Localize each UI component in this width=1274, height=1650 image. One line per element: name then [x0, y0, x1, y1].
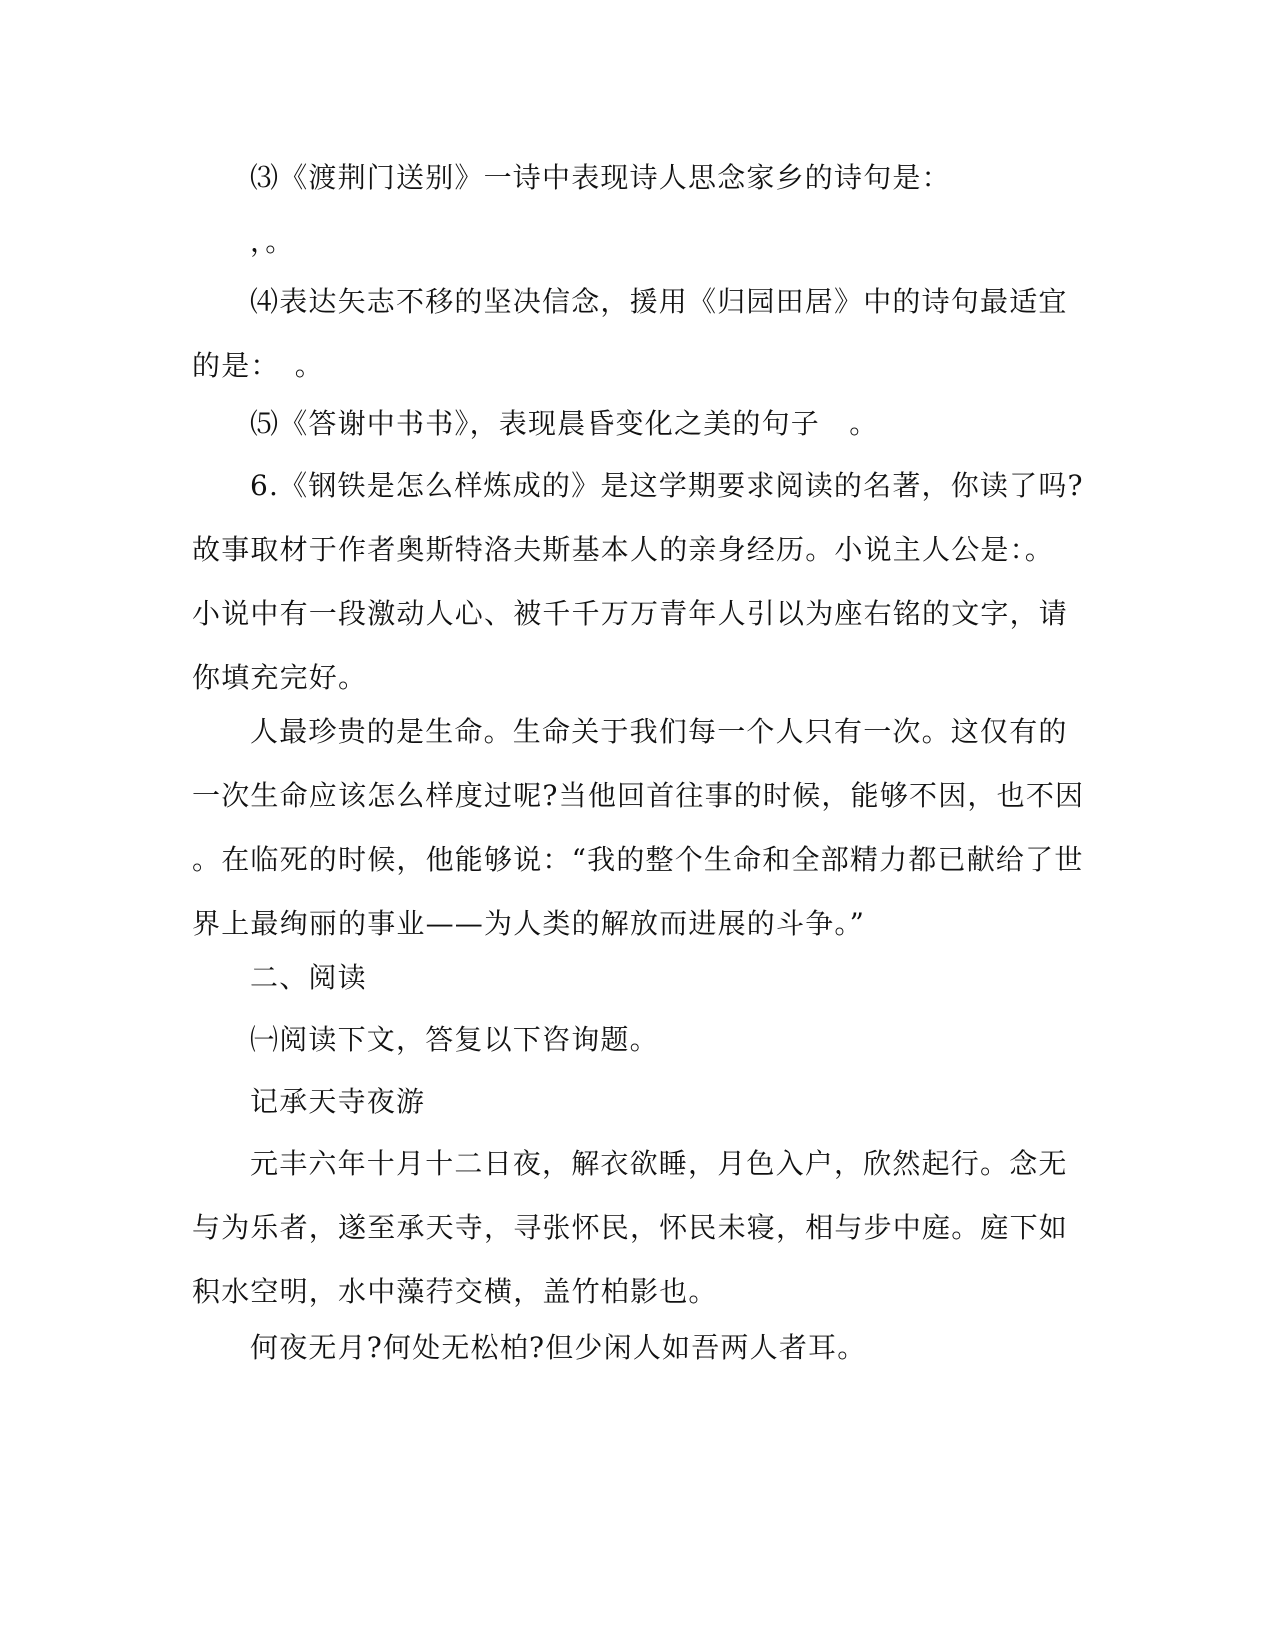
quote-line-4: 界上最绚丽的事业——为人类的解放而进展的斗争。” — [192, 907, 866, 940]
text-body-paragraph-2 — [192, 1316, 1082, 1380]
question-6-line-2: 故事取材于作者奥斯特洛夫斯基本人的亲身经历。小说主人公是：。 — [192, 533, 1055, 566]
question-3-line-1: ⑶《渡荆门送别》一诗中表现诗人思念家乡的诗句是： — [250, 161, 951, 194]
question-5-line-1: ⑸《答谢中书书》，表现晨昏变化之美的句子 。 — [250, 407, 879, 440]
text-body-paragraph-1 — [192, 1132, 1082, 1324]
text-body-1-line-1: 元丰六年十月十二日夜，解衣欲睡，月色入户，欣然起行。念无 — [250, 1147, 1068, 1180]
section-heading-reading — [192, 946, 1082, 1010]
question-6-line-3: 小说中有一段激动人心、被千千万万青年人引以为座右铭的文字，请 — [192, 597, 1069, 630]
question-6-line-1: 6.《钢铁是怎么样炼成的》是这学期要求阅读的名著，你读了吗? — [250, 469, 1084, 502]
quote-line-3: 。在临死的时候，他能够说：“我的整个生命和全部精力都已献给了世 — [192, 843, 1084, 876]
question-6 — [192, 454, 1082, 710]
quote-line-1: 人最珍贵的是生命。生命关于我们每一个人只有一次。这仅有的 — [250, 715, 1068, 748]
reading-part-1-instruction — [192, 1008, 1082, 1072]
question-6-line-4: 你填充完好。 — [192, 661, 368, 694]
text-body-1-line-2: 与为乐者，遂至承天寺，寻张怀民，怀民未寝，相与步中庭。庭下如 — [192, 1211, 1069, 1244]
section-heading-text: 二、阅读 — [250, 961, 367, 994]
question-4-line-2: 的是： 。 — [192, 349, 325, 382]
text-body-2-line-1: 何夜无月?何处无松柏?但少闲人如吾两人者耳。 — [250, 1331, 867, 1364]
question-3-answer-blank — [192, 210, 1082, 274]
reading-part-1-text: ㈠阅读下文，答复以下咨询题。 — [250, 1023, 659, 1056]
question-3-blank-line: ，。 — [250, 225, 295, 258]
question-5 — [192, 392, 1082, 456]
question-4 — [192, 270, 1082, 398]
text-title — [192, 1070, 1082, 1134]
quote-line-2: 一次生命应该怎么样度过呢?当他回首往事的时候，能够不因，也不因 — [192, 779, 1085, 812]
quote-paragraph — [192, 700, 1085, 956]
text-body-1-line-3: 积水空明，水中藻荇交横，盖竹柏影也。 — [192, 1275, 718, 1308]
question-3 — [192, 146, 1082, 210]
text-title-text: 记承天寺夜游 — [250, 1085, 426, 1118]
question-4-line-1: ⑷表达矢志不移的坚决信念，援用《归园田居》中的诗句最适宜 — [250, 285, 1068, 318]
